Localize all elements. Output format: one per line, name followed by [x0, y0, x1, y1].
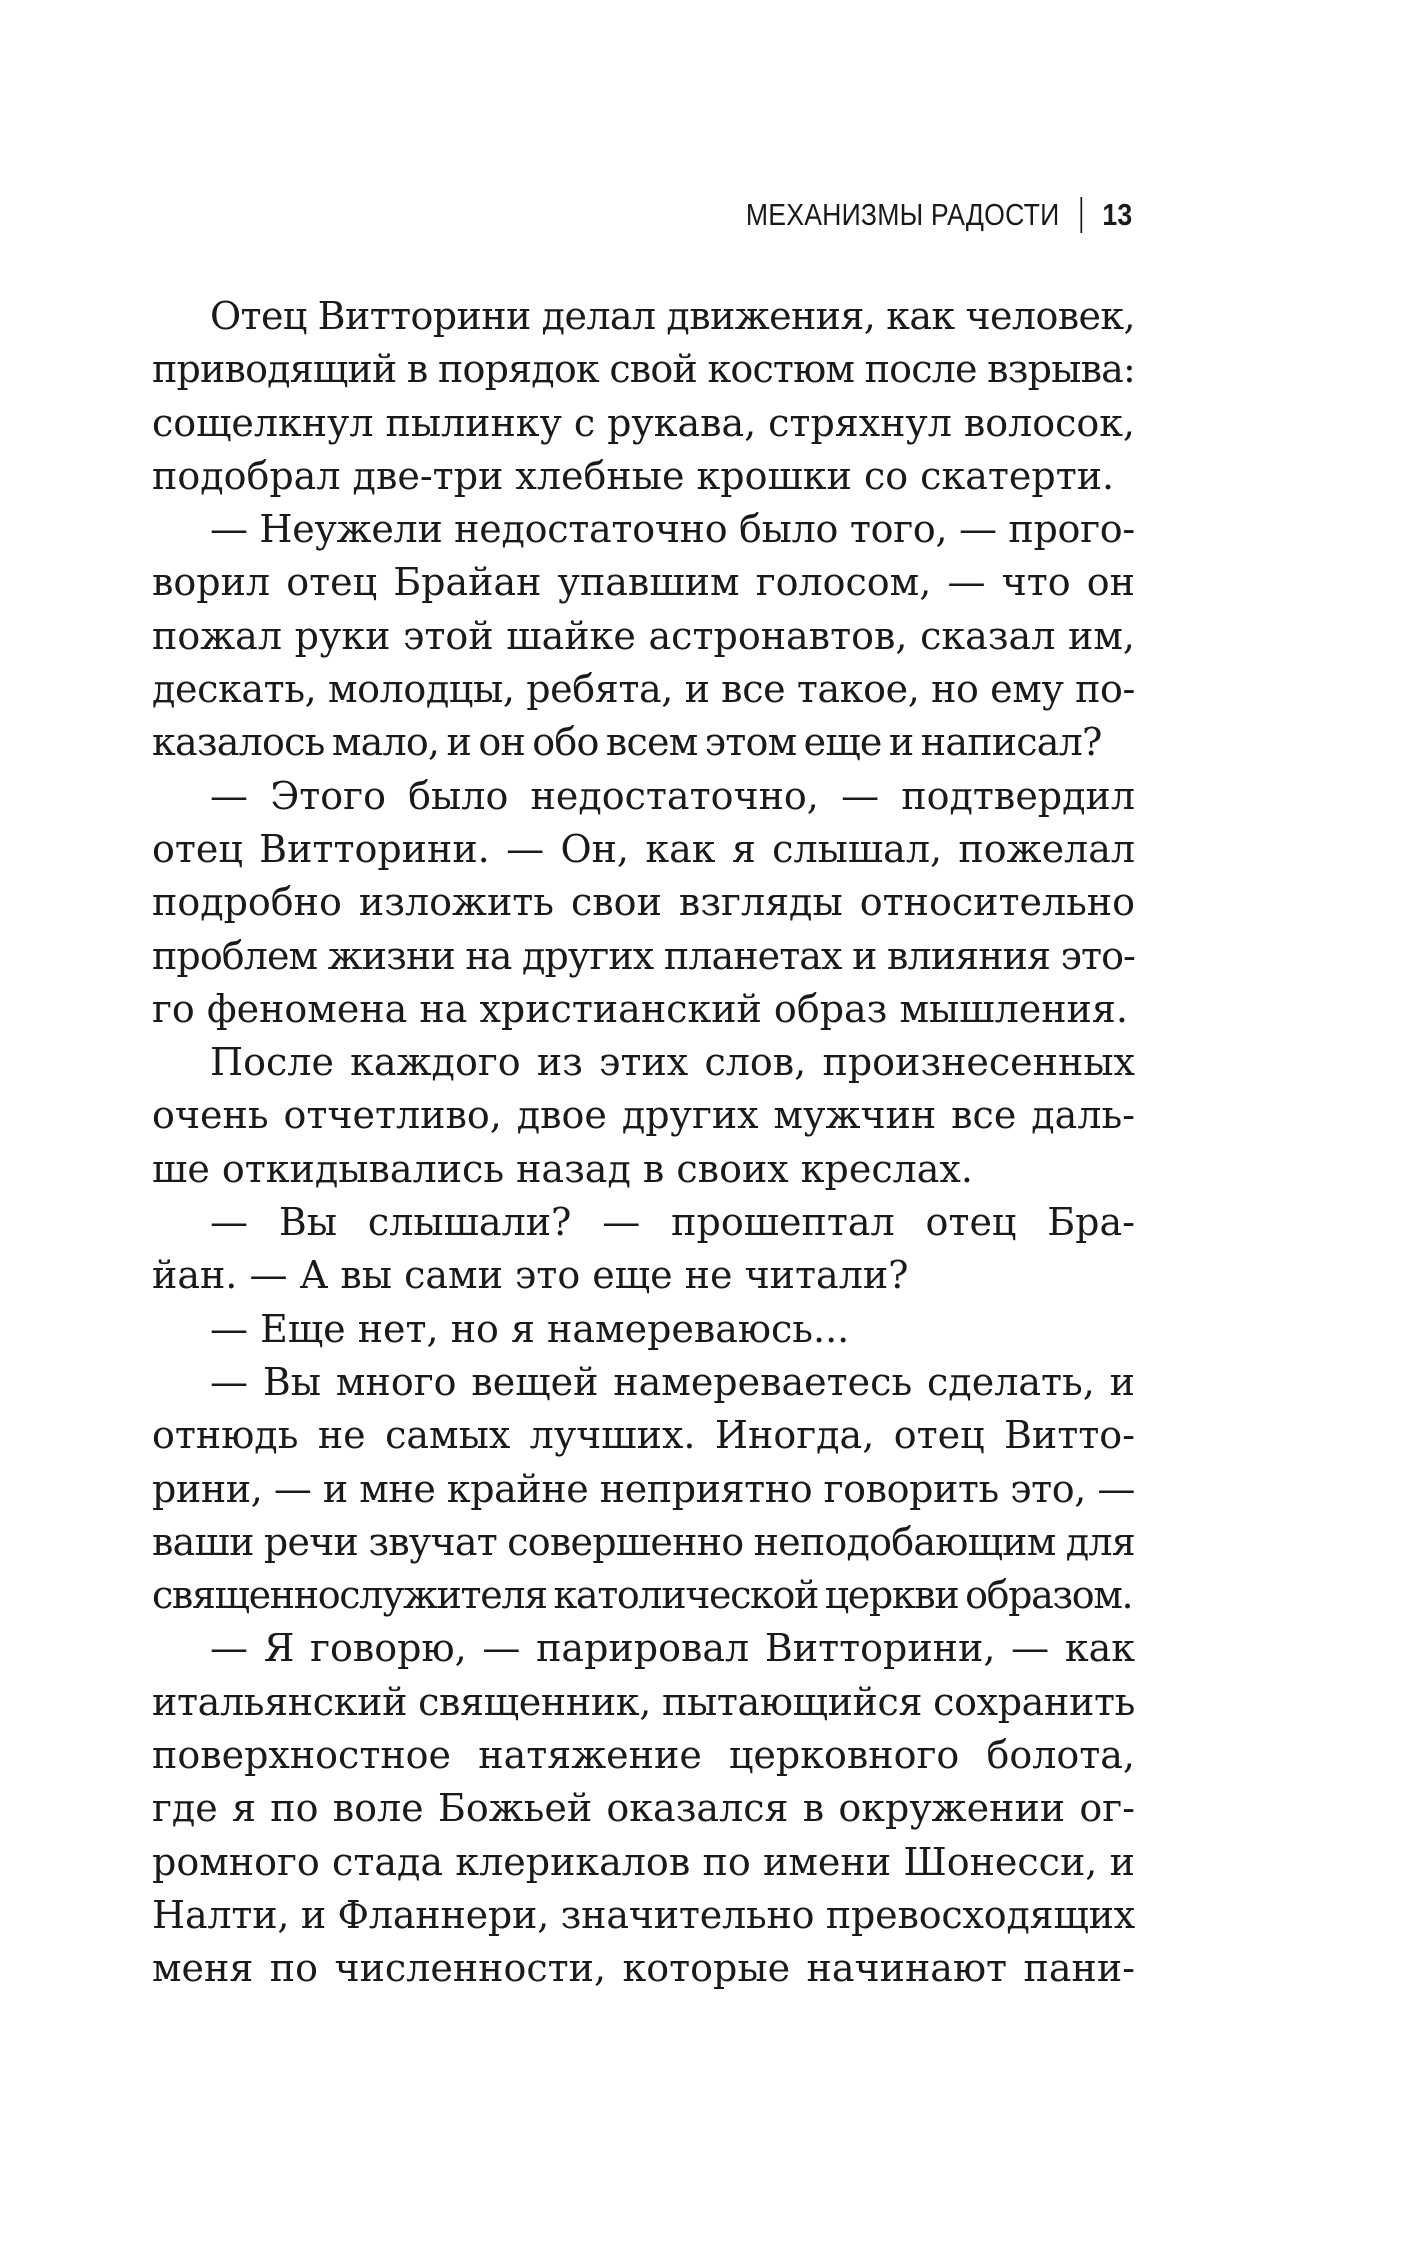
running-head-title: МЕХАНИЗМЫ РАДОСТИ — [745, 197, 1059, 232]
text-line: ше откидывались назад в своих креслах. — [152, 1146, 973, 1191]
text-line: приводящий в порядок свой костюм после взрыва: — [152, 347, 1135, 392]
text-line: итальянский священник, пытающийся сохранить — [152, 1679, 1135, 1724]
page-number: 13 — [1101, 197, 1132, 232]
text-line: ромного стада клерикалов по имени Шонесси, и — [152, 1839, 1135, 1884]
paragraph — [152, 1303, 1135, 1356]
text-line: — Этого было недостаточно, — подтвердил — [210, 773, 1135, 818]
paragraph — [152, 1356, 1135, 1622]
paragraph — [152, 1622, 1135, 1995]
text-line: казалось мало, и он обо всем этом еще и написал? — [152, 720, 1102, 765]
text-line: меня по численности, которые начинают пани- — [152, 1946, 1135, 1991]
paragraph — [152, 503, 1135, 769]
paragraph — [152, 1196, 1135, 1303]
text-line: После каждого из этих слов, произнесенных — [210, 1040, 1135, 1085]
text-line: подобрал две-три хлебные крошки со скатерти. — [152, 453, 1115, 498]
paragraph — [152, 1036, 1135, 1196]
text-line: где я по воле Божьей оказался в окружении ог- — [152, 1786, 1135, 1831]
text-line: поверхностное натяжение церковного болота, — [152, 1733, 1135, 1778]
text-line: рини, — и мне крайне неприятно говорить это, — — [152, 1466, 1135, 1511]
text-line: — Вы слышали? — прошептал отец Бра- — [210, 1200, 1135, 1245]
text-line: отец Витторини. — Он, как я слышал, пожелал — [152, 826, 1135, 871]
text-line: пожал руки этой шайке астронавтов, сказал им, — [152, 613, 1135, 658]
text-line: проблем жизни на других планетах и влияния это- — [152, 933, 1135, 978]
text-line: Отец Витторини делал движения, как человек, — [210, 294, 1135, 338]
body-text — [152, 290, 1135, 1996]
text-line: отнюдь не самых лучших. Иногда, отец Витто- — [152, 1413, 1135, 1458]
text-line: Налти, и Фланнери, значительно превосходящих — [152, 1892, 1135, 1937]
text-line: ваши речи звучат совершенно неподобающим для — [152, 1519, 1135, 1564]
text-line: йан. — А вы сами это еще не читали? — [152, 1253, 909, 1298]
text-line: — Еще нет, но я намереваюсь... — [210, 1306, 850, 1351]
text-line: го феномена на христианский образ мышления. — [152, 986, 1128, 1031]
text-line: подробно изложить свои взгляды относительно — [152, 880, 1135, 925]
text-line: очень отчетливо, двое других мужчин все даль- — [152, 1093, 1135, 1138]
text-line: дескать, молодцы, ребята, и все такое, но ему по- — [152, 667, 1135, 712]
text-line: священнослужителя католической церкви образом. — [152, 1573, 1133, 1618]
paragraph — [152, 770, 1135, 1036]
text-line: — Вы много вещей намереваетесь сделать, и — [210, 1359, 1135, 1404]
paragraph — [152, 290, 1135, 503]
text-line: сощелкнул пылинку с рукава, стряхнул волосок, — [152, 400, 1135, 445]
running-head — [745, 192, 1132, 238]
text-line: — Я говорю, — парировал Витторини, — как — [210, 1626, 1135, 1671]
running-head-separator — [1080, 197, 1082, 233]
text-line: — Неужели недостаточно было того, — прого- — [210, 507, 1135, 552]
text-line: ворил отец Брайан упавшим голосом, — что он — [152, 560, 1135, 605]
